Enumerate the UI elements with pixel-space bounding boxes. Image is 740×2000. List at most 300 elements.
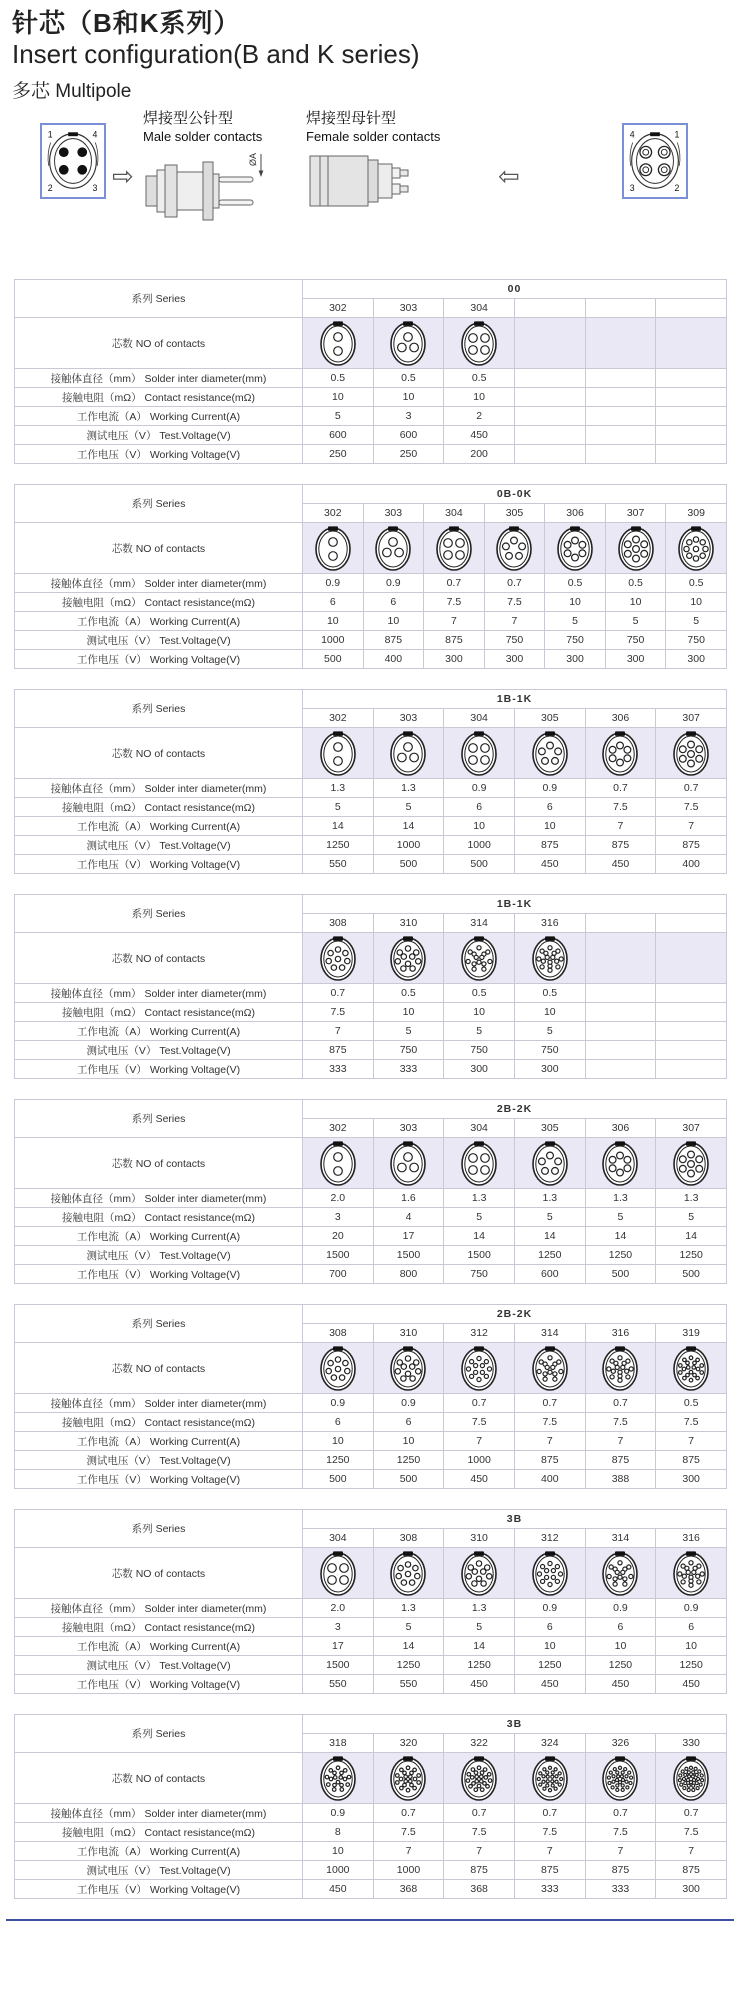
value-cell: 600 xyxy=(514,1265,585,1284)
value-cell: 7 xyxy=(514,1432,585,1451)
series-label: 系列 Series xyxy=(15,895,303,933)
insert-face-icon xyxy=(303,728,374,779)
value-cell: 8 xyxy=(303,1823,374,1842)
spec-table-6-2b-2k xyxy=(14,1304,727,1489)
male-connector-block xyxy=(143,107,271,243)
insert-face-icon xyxy=(373,1753,444,1804)
model-number-cell: 306 xyxy=(545,504,606,523)
value-cell: 1.3 xyxy=(514,1189,585,1208)
value-cell: 1250 xyxy=(585,1656,656,1675)
value-cell: 0.9 xyxy=(585,1599,656,1618)
series-label: 系列 Series xyxy=(15,1305,303,1343)
model-number-cell: 305 xyxy=(514,1119,585,1138)
value-cell: 1500 xyxy=(444,1246,515,1265)
value-cell: 875 xyxy=(656,1451,727,1470)
model-number-cell: 310 xyxy=(373,1324,444,1343)
insert-face-icon xyxy=(656,1138,727,1189)
series-name: 3B xyxy=(303,1715,727,1734)
value-cell: 0.7 xyxy=(656,1804,727,1823)
model-number-cell: 309 xyxy=(666,504,727,523)
value-cell: 5 xyxy=(373,798,444,817)
value-cell: 750 xyxy=(666,631,727,650)
insert-face-icon xyxy=(656,1753,727,1804)
value-cell: 10 xyxy=(373,1003,444,1022)
value-cell: 0.7 xyxy=(373,1804,444,1823)
model-number-cell: 318 xyxy=(303,1734,374,1753)
model-number-cell: 314 xyxy=(514,1324,585,1343)
test-voltage-row-label: 测试电压（V） Test.Voltage(V) xyxy=(15,1041,303,1060)
value-cell: 0.9 xyxy=(514,1599,585,1618)
insert-face-icon xyxy=(514,1548,585,1599)
insert-face-icon xyxy=(656,728,727,779)
value-cell: 3 xyxy=(303,1208,374,1227)
value-cell: 10 xyxy=(514,817,585,836)
insert-face-icon xyxy=(545,523,606,574)
value-cell: 450 xyxy=(514,1675,585,1694)
value-cell: 1500 xyxy=(373,1246,444,1265)
spec-tables xyxy=(0,259,740,1899)
value-cell: 0.7 xyxy=(585,1804,656,1823)
female-label-cn: 焊接型母针型 xyxy=(306,110,397,127)
connector-diagrams xyxy=(0,107,740,259)
value-cell: 1500 xyxy=(303,1246,374,1265)
value-cell: 300 xyxy=(605,650,666,669)
current-row-label: 工作电流（A） Working Current(A) xyxy=(15,1022,303,1041)
model-number-cell: 304 xyxy=(424,504,485,523)
value-cell: 300 xyxy=(514,1060,585,1079)
female-connector-drawing xyxy=(306,146,440,221)
series-label: 系列 Series xyxy=(15,485,303,523)
model-number-cell: 320 xyxy=(373,1734,444,1753)
model-number-cell: 310 xyxy=(373,914,444,933)
empty-cell xyxy=(585,933,656,984)
value-cell: 1000 xyxy=(303,1861,374,1880)
value-cell: 450 xyxy=(444,1470,515,1489)
value-cell: 250 xyxy=(373,445,444,464)
value-cell: 6 xyxy=(303,593,364,612)
value-cell: 550 xyxy=(303,1675,374,1694)
value-cell: 7 xyxy=(444,1432,515,1451)
value-cell: 0.5 xyxy=(605,574,666,593)
value-cell: 500 xyxy=(444,855,515,874)
value-cell: 875 xyxy=(585,836,656,855)
insert-face-icon xyxy=(585,728,656,779)
value-cell: 10 xyxy=(373,388,444,407)
current-row-label: 工作电流（A） Working Current(A) xyxy=(15,1432,303,1451)
value-cell: 0.9 xyxy=(363,574,424,593)
value-cell: 500 xyxy=(656,1265,727,1284)
value-cell: 7.5 xyxy=(373,1823,444,1842)
value-cell: 10 xyxy=(444,1003,515,1022)
contacts-row-label: 芯数 NO of contacts xyxy=(15,523,303,574)
model-number-cell: 305 xyxy=(484,504,545,523)
value-cell: 7 xyxy=(424,612,485,631)
value-cell: 0.5 xyxy=(656,1394,727,1413)
value-cell: 7.5 xyxy=(514,1823,585,1842)
model-number-cell: 308 xyxy=(303,914,374,933)
value-cell: 7 xyxy=(373,1842,444,1861)
value-cell: 7.5 xyxy=(424,593,485,612)
value-cell xyxy=(514,407,585,426)
value-cell: 500 xyxy=(303,650,364,669)
value-cell: 400 xyxy=(514,1470,585,1489)
value-cell: 875 xyxy=(585,1861,656,1880)
value-cell xyxy=(585,1003,656,1022)
value-cell: 5 xyxy=(585,1208,656,1227)
value-cell: 0.7 xyxy=(444,1394,515,1413)
value-cell: 750 xyxy=(605,631,666,650)
value-cell: 0.9 xyxy=(444,779,515,798)
model-number-cell: 316 xyxy=(585,1324,656,1343)
value-cell: 7.5 xyxy=(444,1413,515,1432)
insert-face-icon xyxy=(303,1138,374,1189)
value-cell xyxy=(585,426,656,445)
insert-face-icon xyxy=(656,1343,727,1394)
insert-face-icon xyxy=(444,728,515,779)
model-number-cell: 304 xyxy=(444,1119,515,1138)
value-cell: 500 xyxy=(585,1265,656,1284)
value-cell: 6 xyxy=(303,1413,374,1432)
value-cell xyxy=(656,1041,727,1060)
model-number-cell: 316 xyxy=(656,1529,727,1548)
value-cell: 5 xyxy=(656,1208,727,1227)
value-cell: 600 xyxy=(373,426,444,445)
value-cell: 7 xyxy=(514,1842,585,1861)
model-number-cell: 330 xyxy=(656,1734,727,1753)
value-cell: 10 xyxy=(514,1003,585,1022)
contacts-row-label: 芯数 NO of contacts xyxy=(15,933,303,984)
male-label-cn: 焊接型公针型 xyxy=(143,110,234,127)
working-voltage-row-label: 工作电压（V） Working Voltage(V) xyxy=(15,445,303,464)
value-cell: 0.7 xyxy=(514,1804,585,1823)
diameter-row-label: 接触体直径（mm） Solder inter diameter(mm) xyxy=(15,984,303,1003)
current-row-label: 工作电流（A） Working Current(A) xyxy=(15,407,303,426)
test-voltage-row-label: 测试电压（V） Test.Voltage(V) xyxy=(15,836,303,855)
value-cell: 1250 xyxy=(656,1246,727,1265)
value-cell: 0.9 xyxy=(303,574,364,593)
resistance-row-label: 接触电阻（mΩ） Contact resistance(mΩ) xyxy=(15,1208,303,1227)
hollow-arrow-right-icon: ⇨ xyxy=(112,161,134,191)
value-cell: 7 xyxy=(585,1842,656,1861)
insert-face-icon xyxy=(484,523,545,574)
value-cell: 875 xyxy=(363,631,424,650)
value-cell xyxy=(656,426,727,445)
page-subtitle: 多芯 Multipole xyxy=(12,81,132,102)
value-cell: 7.5 xyxy=(444,1823,515,1842)
value-cell: 14 xyxy=(444,1227,515,1246)
model-number-cell: 305 xyxy=(514,709,585,728)
value-cell: 550 xyxy=(303,855,374,874)
model-number-cell: 307 xyxy=(656,1119,727,1138)
value-cell: 20 xyxy=(303,1227,374,1246)
model-number-cell: 326 xyxy=(585,1734,656,1753)
series-label: 系列 Series xyxy=(15,1510,303,1548)
working-voltage-row-label: 工作电压（V） Working Voltage(V) xyxy=(15,650,303,669)
value-cell: 6 xyxy=(585,1618,656,1637)
value-cell: 5 xyxy=(444,1022,515,1041)
value-cell: 1000 xyxy=(373,1861,444,1880)
value-cell: 7.5 xyxy=(484,593,545,612)
value-cell xyxy=(585,984,656,1003)
value-cell: 0.5 xyxy=(373,984,444,1003)
female-keying-face-diagram xyxy=(622,123,688,199)
value-cell: 1500 xyxy=(303,1656,374,1675)
empty-cell xyxy=(656,933,727,984)
value-cell: 700 xyxy=(303,1265,374,1284)
value-cell xyxy=(656,984,727,1003)
value-cell: 10 xyxy=(514,1637,585,1656)
value-cell: 300 xyxy=(424,650,485,669)
value-cell: 5 xyxy=(545,612,606,631)
page-header xyxy=(0,0,740,103)
insert-face-icon xyxy=(373,728,444,779)
svg-text:4: 4 xyxy=(629,129,635,140)
model-number-cell xyxy=(656,914,727,933)
value-cell: 10 xyxy=(373,1432,444,1451)
working-voltage-row-label: 工作电压（V） Working Voltage(V) xyxy=(15,1265,303,1284)
value-cell: 3 xyxy=(373,407,444,426)
value-cell: 0.5 xyxy=(666,574,727,593)
value-cell: 0.5 xyxy=(373,369,444,388)
value-cell: 400 xyxy=(363,650,424,669)
value-cell: 1250 xyxy=(514,1656,585,1675)
model-number-cell: 306 xyxy=(585,1119,656,1138)
empty-cell xyxy=(585,318,656,369)
insert-face-icon xyxy=(303,1548,374,1599)
value-cell: 5 xyxy=(605,612,666,631)
value-cell: 800 xyxy=(373,1265,444,1284)
spec-table-8-3b xyxy=(14,1714,727,1899)
series-name: 2B-2K xyxy=(303,1100,727,1119)
value-cell: 0.5 xyxy=(514,984,585,1003)
value-cell: 0.7 xyxy=(444,1804,515,1823)
contacts-row-label: 芯数 NO of contacts xyxy=(15,1753,303,1804)
test-voltage-row-label: 测试电压（V） Test.Voltage(V) xyxy=(15,426,303,445)
value-cell xyxy=(585,445,656,464)
value-cell: 6 xyxy=(656,1618,727,1637)
insert-face-icon xyxy=(363,523,424,574)
insert-face-icon xyxy=(514,1753,585,1804)
value-cell: 1.3 xyxy=(444,1189,515,1208)
spec-table-2-0b-0k xyxy=(14,484,727,669)
value-cell: 10 xyxy=(303,1842,374,1861)
value-cell: 5 xyxy=(303,407,374,426)
value-cell: 250 xyxy=(303,445,374,464)
value-cell: 10 xyxy=(545,593,606,612)
value-cell xyxy=(585,388,656,407)
value-cell: 600 xyxy=(303,426,374,445)
insert-face-icon xyxy=(514,1138,585,1189)
value-cell: 0.9 xyxy=(303,1804,374,1823)
value-cell: 6 xyxy=(514,798,585,817)
value-cell: 1250 xyxy=(656,1656,727,1675)
value-cell: 1.3 xyxy=(303,779,374,798)
value-cell: 14 xyxy=(656,1227,727,1246)
model-number-cell: 307 xyxy=(656,709,727,728)
hollow-arrow-left-icon: ⇦ xyxy=(498,161,520,191)
male-label-en: Male solder contacts xyxy=(143,129,263,144)
value-cell: 300 xyxy=(656,1880,727,1899)
value-cell: 0.9 xyxy=(373,1394,444,1413)
spec-table-1-00 xyxy=(14,279,727,464)
value-cell: 7.5 xyxy=(514,1413,585,1432)
spec-table-3-1b-1k xyxy=(14,689,727,874)
test-voltage-row-label: 测试电压（V） Test.Voltage(V) xyxy=(15,1656,303,1675)
series-name: 1B-1K xyxy=(303,895,727,914)
svg-text:3: 3 xyxy=(92,183,98,194)
value-cell: 7 xyxy=(484,612,545,631)
value-cell xyxy=(656,1060,727,1079)
value-cell: 0.5 xyxy=(303,369,374,388)
value-cell: 5 xyxy=(444,1618,515,1637)
svg-text:1: 1 xyxy=(674,129,680,140)
value-cell: 368 xyxy=(373,1880,444,1899)
value-cell: 450 xyxy=(444,426,515,445)
value-cell: 1.3 xyxy=(585,1189,656,1208)
insert-face-icon xyxy=(444,1548,515,1599)
value-cell: 450 xyxy=(585,1675,656,1694)
value-cell: 0.5 xyxy=(444,369,515,388)
model-number-cell: 308 xyxy=(303,1324,374,1343)
model-number-cell: 302 xyxy=(303,1119,374,1138)
insert-face-icon xyxy=(666,523,727,574)
resistance-row-label: 接触电阻（mΩ） Contact resistance(mΩ) xyxy=(15,1003,303,1022)
svg-text:4: 4 xyxy=(92,129,98,140)
value-cell: 200 xyxy=(444,445,515,464)
diameter-row-label: 接触体直径（mm） Solder inter diameter(mm) xyxy=(15,779,303,798)
value-cell xyxy=(514,426,585,445)
value-cell: 6 xyxy=(363,593,424,612)
series-name: 00 xyxy=(303,280,727,299)
svg-text:1: 1 xyxy=(47,129,53,140)
value-cell: 875 xyxy=(514,1861,585,1880)
value-cell: 750 xyxy=(444,1265,515,1284)
value-cell xyxy=(656,369,727,388)
value-cell: 1.3 xyxy=(444,1599,515,1618)
insert-face-icon xyxy=(585,1753,656,1804)
model-number-cell: 322 xyxy=(444,1734,515,1753)
model-number-cell: 307 xyxy=(605,504,666,523)
contacts-row-label: 芯数 NO of contacts xyxy=(15,1138,303,1189)
model-number-cell: 312 xyxy=(514,1529,585,1548)
value-cell: 0.5 xyxy=(545,574,606,593)
value-cell: 5 xyxy=(514,1022,585,1041)
value-cell: 10 xyxy=(363,612,424,631)
value-cell xyxy=(656,445,727,464)
value-cell: 0.7 xyxy=(585,779,656,798)
current-row-label: 工作电流（A） Working Current(A) xyxy=(15,1227,303,1246)
value-cell: 1250 xyxy=(373,1451,444,1470)
value-cell: 1.3 xyxy=(373,1599,444,1618)
value-cell: 450 xyxy=(656,1675,727,1694)
model-number-cell xyxy=(514,299,585,318)
value-cell: 3 xyxy=(303,1618,374,1637)
value-cell: 5 xyxy=(373,1618,444,1637)
value-cell: 400 xyxy=(656,855,727,874)
value-cell: 6 xyxy=(444,798,515,817)
value-cell: 368 xyxy=(444,1880,515,1899)
value-cell: 388 xyxy=(585,1470,656,1489)
male-keying-face-diagram xyxy=(40,123,106,199)
value-cell xyxy=(585,1060,656,1079)
value-cell: 1.6 xyxy=(373,1189,444,1208)
value-cell: 7.5 xyxy=(303,1003,374,1022)
model-number-cell: 304 xyxy=(444,299,515,318)
insert-face-icon xyxy=(514,728,585,779)
female-connector-block xyxy=(306,107,440,221)
svg-text:3: 3 xyxy=(629,183,635,194)
empty-cell xyxy=(656,318,727,369)
page-title-en: Insert configuration(B and K series) xyxy=(12,39,420,69)
value-cell: 2.0 xyxy=(303,1189,374,1208)
value-cell: 0.7 xyxy=(484,574,545,593)
series-name: 3B xyxy=(303,1510,727,1529)
empty-cell xyxy=(514,318,585,369)
working-voltage-row-label: 工作电压（V） Working Voltage(V) xyxy=(15,1675,303,1694)
value-cell: 1250 xyxy=(303,1451,374,1470)
value-cell: 17 xyxy=(303,1637,374,1656)
model-number-cell: 306 xyxy=(585,709,656,728)
resistance-row-label: 接触电阻（mΩ） Contact resistance(mΩ) xyxy=(15,1618,303,1637)
contacts-row-label: 芯数 NO of contacts xyxy=(15,728,303,779)
value-cell: 0.5 xyxy=(444,984,515,1003)
insert-face-icon xyxy=(444,933,515,984)
model-number-cell: 324 xyxy=(514,1734,585,1753)
value-cell: 750 xyxy=(545,631,606,650)
model-number-cell: 303 xyxy=(363,504,424,523)
value-cell xyxy=(585,369,656,388)
svg-text:2: 2 xyxy=(674,183,680,194)
model-number-cell: 304 xyxy=(303,1529,374,1548)
female-label-en: Female solder contacts xyxy=(306,129,441,144)
value-cell: 1250 xyxy=(373,1656,444,1675)
value-cell xyxy=(656,407,727,426)
value-cell: 1000 xyxy=(444,836,515,855)
value-cell: 875 xyxy=(303,1041,374,1060)
value-cell: 333 xyxy=(514,1880,585,1899)
insert-face-icon xyxy=(514,933,585,984)
insert-face-icon xyxy=(444,318,515,369)
svg-text:2: 2 xyxy=(47,183,53,194)
insert-face-icon xyxy=(444,1343,515,1394)
value-cell: 7.5 xyxy=(585,1413,656,1432)
value-cell: 0.7 xyxy=(424,574,485,593)
insert-face-icon xyxy=(605,523,666,574)
value-cell: 14 xyxy=(373,1637,444,1656)
series-name: 0B-0K xyxy=(303,485,727,504)
value-cell: 7.5 xyxy=(656,798,727,817)
value-cell: 875 xyxy=(424,631,485,650)
value-cell: 7.5 xyxy=(585,1823,656,1842)
value-cell: 1250 xyxy=(514,1246,585,1265)
value-cell: 750 xyxy=(484,631,545,650)
value-cell: 5 xyxy=(666,612,727,631)
value-cell: 1250 xyxy=(303,836,374,855)
value-cell: 5 xyxy=(444,1208,515,1227)
series-label: 系列 Series xyxy=(15,690,303,728)
working-voltage-row-label: 工作电压（V） Working Voltage(V) xyxy=(15,1470,303,1489)
value-cell: 875 xyxy=(585,1451,656,1470)
value-cell xyxy=(585,407,656,426)
value-cell: 0.9 xyxy=(656,1599,727,1618)
value-cell: 10 xyxy=(656,1637,727,1656)
diameter-row-label: 接触体直径（mm） Solder inter diameter(mm) xyxy=(15,1189,303,1208)
model-number-cell: 312 xyxy=(444,1324,515,1343)
resistance-row-label: 接触电阻（mΩ） Contact resistance(mΩ) xyxy=(15,1823,303,1842)
page-title-cn: 针芯（B和K系列） xyxy=(12,8,241,38)
insert-face-icon xyxy=(585,1548,656,1599)
diameter-row-label: 接触体直径（mm） Solder inter diameter(mm) xyxy=(15,1394,303,1413)
